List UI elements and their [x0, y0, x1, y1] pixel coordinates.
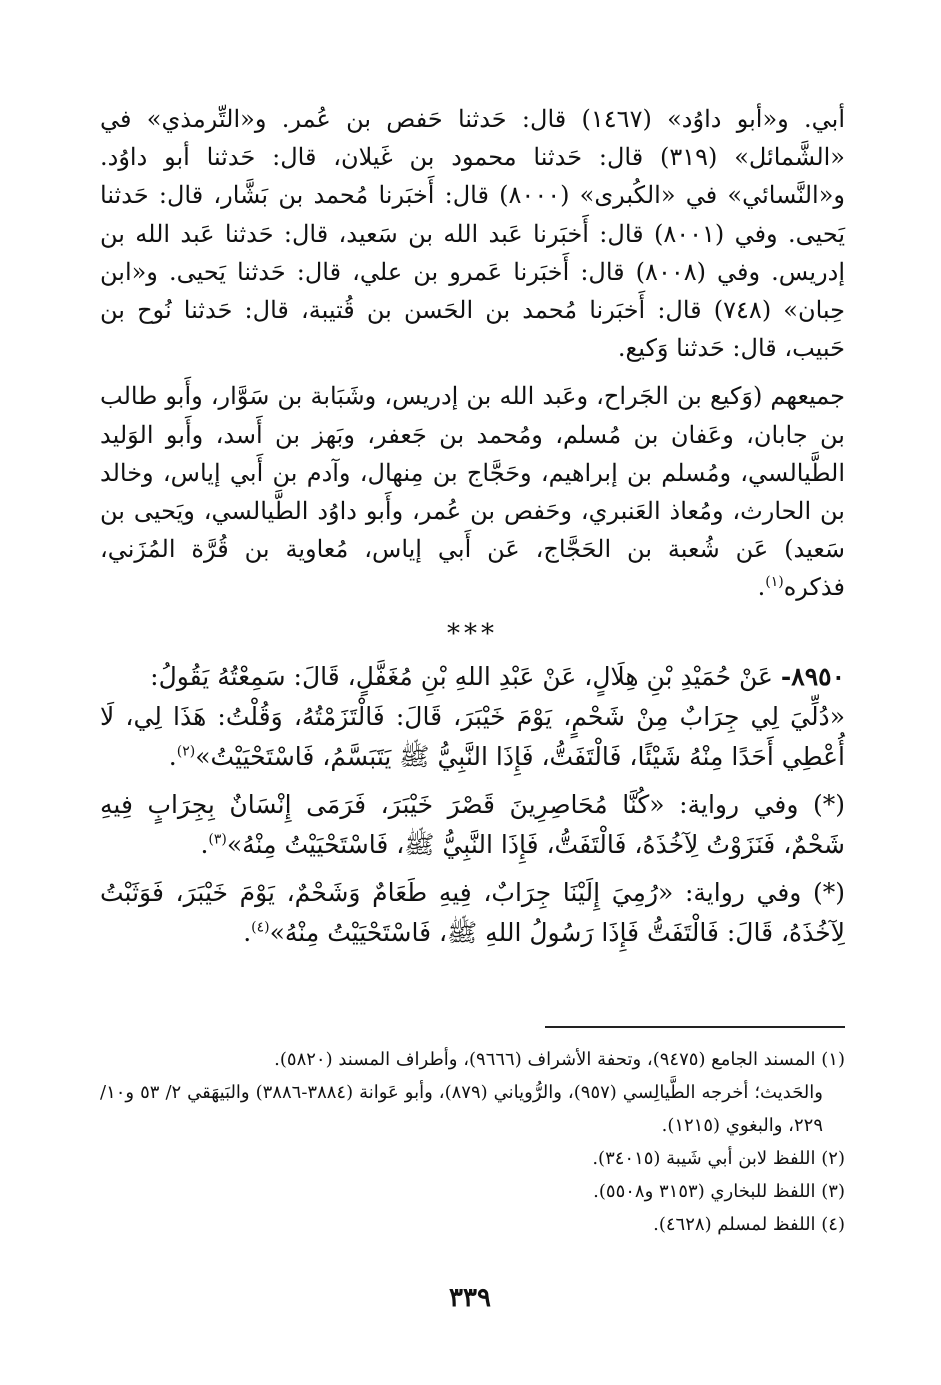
riwaya-1	[100, 785, 845, 865]
riwaya-2-end: .	[243, 917, 252, 947]
footnote-ref-2[interactable]: (٢)	[176, 743, 196, 760]
footnote-4: (٤) اللفظ لمسلم (٤٦٢٨).	[653, 1214, 845, 1235]
takhrij-text: أبي. و«أبو داوُد» (١٤٦٧) قال: حَدثنا حَفص بن عُمر. و«التِّرمذي» في «الشَّمائل» (٣١٩) قال: حَدثنا محمود بن غَيلان، قال: حَدثنا أبو داوُد. و«النَّسائي» في «الكُبرى» (٨٠٠٠) قال: أَخبَرنا مُحمد بن بَشَّار، قال: حَدثنا يَحيى. وفي (٨٠٠١) قال: أَخبَرنا عَبد الله بن سَعيد، قال: حَدثنا عَبد الله بن إدريس. وفي (٨٠٠٨) قال: أَخبَرنا عَمرو بن علي، قال: حَدثنا يَحيى. و«ابن حِبان» (٧٤٨) قال: أَخبَرنا مُحمد بن الحَسن بن قُتيبة، قال: حَدثنا نُوح بن حَبيب، قال: حَدثنا وَكيع.	[100, 105, 846, 363]
narrators-paragraph	[100, 377, 845, 606]
riwaya-1-text: (*) وفي رواية: «كُنَّا مُحَاصِرِينَ قَصْرَ خَيْبَرَ، فَرَمَى إِنْسَانٌ بِجِرَابٍ فِيهِ شَحْمٌ، فَنَزَوْتُ لِآخُذَهُ، فَالْتَفَتُّ، فَإِذَا النَّبِيُّ ﷺ، فَاسْتَحْيَيْتُ مِنْهُ»	[100, 789, 845, 859]
section-separator: ***	[447, 618, 498, 649]
hadith-isnad: عَنْ حُمَيْدِ بْنِ هِلَالٍ، عَنْ عَبْدِ اللهِ بْنِ مُغَفَّلٍ، قَالَ: سَمِعْتُهُ يَقُولُ:	[150, 661, 773, 691]
riwaya-1-end: .	[200, 829, 209, 859]
riwaya-2-text: (*) وفي رواية: «رُمِيَ إِلَيْنَا جِرَابٌ، فِيهِ طَعَامٌ وَشَحْمٌ، يَوْمَ خَيْبَرَ، فَوَثَبْتُ لِآخُذَهُ، قَالَ: فَالْتَفَتُّ فَإِذَا رَسُولُ اللهِ ﷺ، فَاسْتَحْيَيْتُ مِنْهُ»	[100, 877, 845, 947]
hadith-number: ٨٩٥٠-	[780, 661, 845, 691]
hadith-end: .	[168, 741, 177, 771]
main-text	[100, 100, 845, 961]
footnote-3: (٣) اللفظ للبخاري (٣١٥٣ و٥٥٠٨).	[593, 1181, 845, 1202]
hadith-matn: «دُلِّيَ لِي جِرَابٌ مِنْ شَحْمٍ، يَوْمَ خَيْبَرَ، قَالَ: فَالْتَزَمْتُهُ، وَقُلْتُ: هَذَا لِي، لَا أُعْطِي أَحَدًا مِنْهُ شَيْئًا، فَالْتَفَتُّ، فَإِذَا النَّبِيُّ ﷺ يَتَبَسَّمُ، فَاسْتَحْيَيْتُ»	[100, 701, 845, 771]
footnote-1-continuation: والحَديث؛ أخرجه الطَّيالِسي (٩٥٧)، والرُّوياني (٨٧٩)، وأبو عَوانة (٣٨٨٤-٣٨٨٦) والبَيهَقي ٢/ ٥٣ و١٠/ ٢٢٩، والبغوي (١٢١٥).	[100, 1082, 823, 1136]
riwaya-2	[100, 873, 845, 953]
footnote-divider	[545, 1026, 845, 1028]
footnote-2: (٢) اللفظ لابن أبي شَيبة (٣٤٠١٥).	[592, 1148, 845, 1169]
narrators-end: .	[757, 573, 766, 602]
page-number: ٣٣٩	[449, 1283, 491, 1313]
narrators-text: جميعهم (وَكيع بن الجَراح، وعَبد الله بن إدريس، وشَبَابة بن سَوَّار، وأَبو طالب بن جابان، وعَفان بن مُسلم، ومُحمد بن جَعفر، وبَهز بن أَسد، وأَبو الوَليد الطَّيالسي، ومُسلم بن إبراهيم، وحَجَّاج بن مِنهال، وآدم بن أَبي إياس، وخالد بن الحارث، ومُعاذ العَنبري، وحَفص بن عُمر، وأَبو داوُد الطَّيالسي، ويَحيى بن سَعيد) عَن شُعبة بن الحَجَّاج، عَن أَبي إياس، مُعاوية بن قُرَّة المُزَني، فذكره	[100, 382, 845, 602]
footnotes	[100, 1043, 845, 1241]
footnote-ref-1[interactable]: (١)	[765, 574, 784, 591]
footnote-ref-3[interactable]: (٣)	[208, 831, 227, 848]
hadith-8950	[100, 657, 845, 777]
footnote-1: (١) المسند الجامع (٩٤٧٥)، وتحفة الأشراف (٩٦٦٦)، وأطراف المسند (٥٨٢٠).	[274, 1049, 845, 1070]
footnote-ref-4[interactable]: (٤)	[251, 919, 270, 936]
takhrij-paragraph	[100, 100, 845, 367]
